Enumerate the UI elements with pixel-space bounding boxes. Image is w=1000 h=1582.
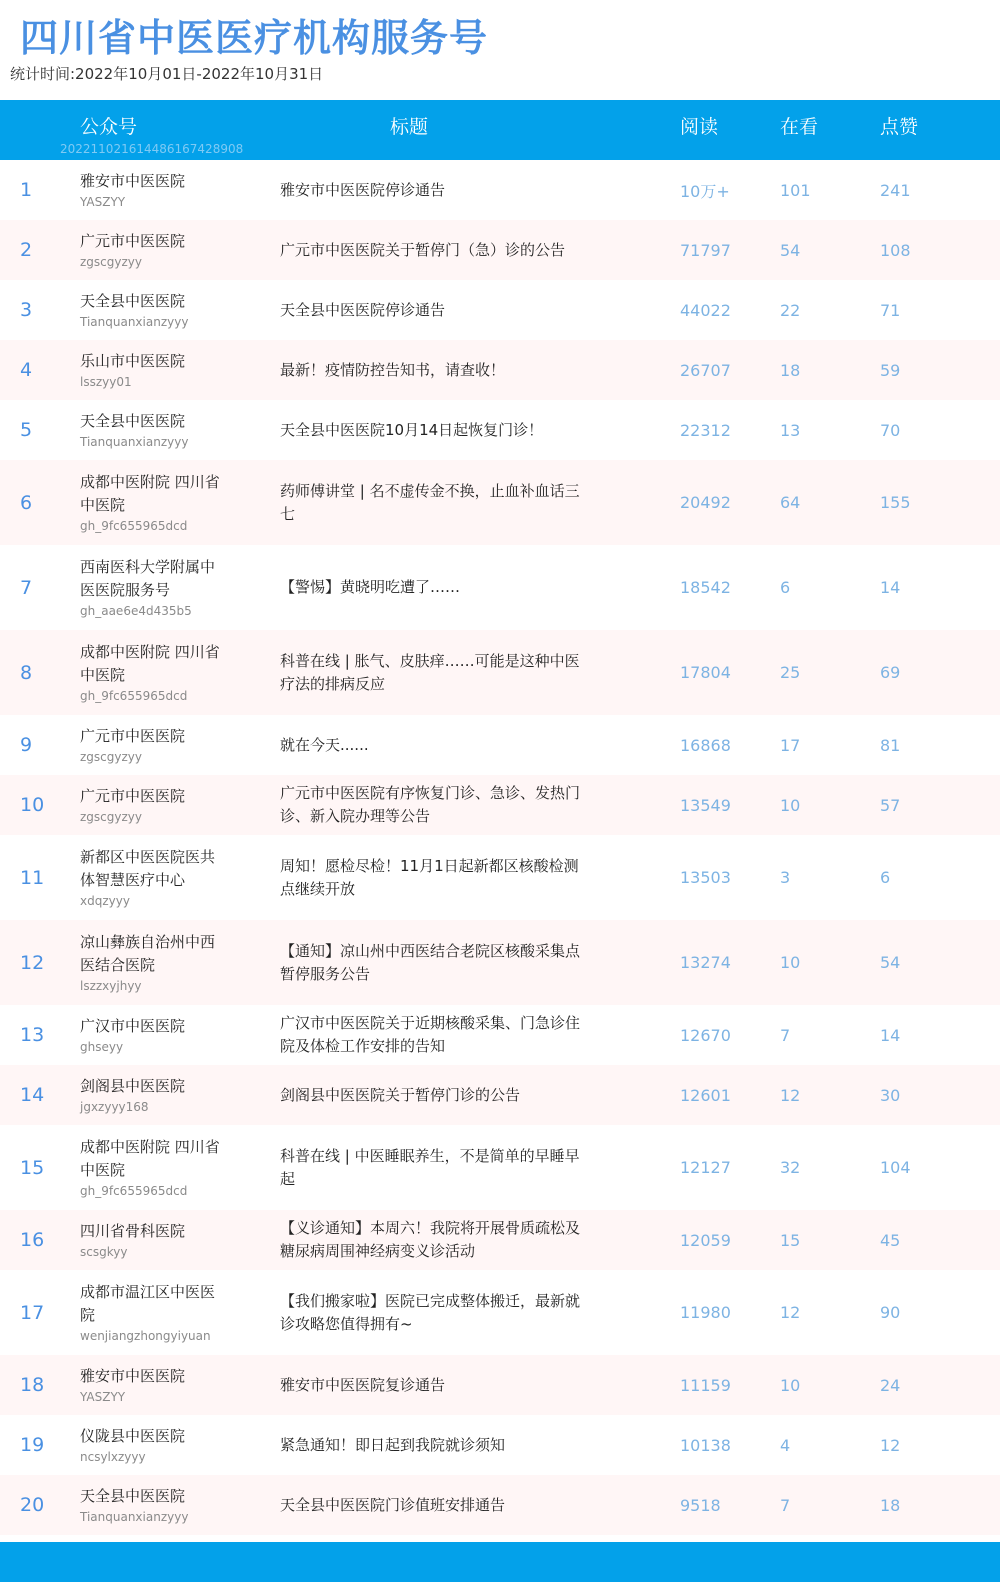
article-title[interactable]: 广元市中医医院关于暂停门（急）诊的公告 — [280, 240, 566, 259]
account-name[interactable]: 成都中医附院 四川省中医院 — [80, 472, 220, 514]
table-row[interactable] — [0, 775, 1000, 835]
read-count: 22312 — [680, 420, 731, 440]
watch-count: 7 — [780, 1495, 791, 1515]
table-row[interactable] — [0, 1125, 1000, 1210]
table-row[interactable] — [0, 1270, 1000, 1355]
read-count: 12127 — [680, 1158, 731, 1177]
rank-number: 16 — [20, 1229, 45, 1251]
watch-count: 18 — [780, 360, 801, 380]
article-title[interactable]: 【我们搬家啦】医院已完成整体搬迁，最新就诊攻略您值得拥有~ — [280, 1291, 581, 1333]
account-cell — [80, 545, 225, 630]
table-row[interactable] — [0, 1415, 1000, 1475]
account-id: YASZYY — [80, 1389, 126, 1404]
watch-count: 10 — [780, 1375, 801, 1395]
table-row[interactable] — [0, 1355, 1000, 1415]
read-count: 12059 — [680, 1230, 731, 1250]
account-id: Tianquanxianzyyy — [80, 434, 189, 449]
account-cell — [80, 630, 225, 715]
read-count: 11980 — [680, 1303, 731, 1322]
read-count: 11159 — [680, 1375, 731, 1395]
page-title: 四川省中医医疗机构服务号 — [20, 16, 489, 60]
rank-number: 1 — [20, 179, 33, 201]
account-id: gh_9fc655965dcd — [80, 1183, 188, 1198]
table-row[interactable] — [0, 220, 1000, 280]
table-row[interactable] — [0, 1475, 1000, 1535]
read-count: 20492 — [680, 493, 731, 512]
article-title[interactable]: 最新！疫情防控告知书，请查收！ — [280, 360, 506, 379]
like-count: 70 — [880, 420, 901, 440]
rank-number: 14 — [20, 1084, 45, 1106]
table-row[interactable] — [0, 715, 1000, 775]
watch-count: 13 — [780, 420, 801, 440]
watch-count: 22 — [780, 300, 801, 320]
rank-number: 8 — [20, 661, 33, 684]
rank-number: 9 — [20, 734, 33, 756]
read-count: 16868 — [680, 735, 731, 755]
account-id: lszzxyjhyy — [80, 978, 142, 993]
account-name[interactable]: 广汉市中医医院 — [80, 1016, 186, 1035]
rank-number: 15 — [20, 1156, 45, 1179]
watch-count: 25 — [780, 663, 801, 682]
article-title[interactable]: 科普在线 | 胀气、皮肤痒……可能是这种中医疗法的排病反应 — [280, 651, 580, 693]
account-name[interactable]: 雅安市中医医院 — [80, 171, 186, 190]
like-count: 57 — [880, 795, 901, 815]
watch-count: 54 — [780, 240, 801, 260]
account-name[interactable]: 仪陇县中医医院 — [80, 1426, 186, 1445]
like-count: 81 — [880, 735, 901, 755]
account-id: gh_9fc655965dcd — [80, 518, 188, 533]
rank-number: 5 — [20, 419, 33, 441]
article-title[interactable]: 天全县中医医院停诊通告 — [280, 300, 446, 319]
watch-count: 12 — [780, 1085, 801, 1105]
account-cell — [80, 920, 225, 1005]
watch-count: 6 — [780, 578, 791, 597]
article-title[interactable]: 雅安市中医医院停诊通告 — [280, 180, 446, 199]
account-name[interactable]: 成都中医附院 四川省中医院 — [80, 1137, 220, 1179]
account-cell — [80, 835, 225, 920]
account-name[interactable]: 天全县中医医院 — [80, 411, 186, 430]
read-count: 12670 — [680, 1025, 731, 1045]
like-count: 18 — [880, 1495, 901, 1515]
like-count: 90 — [880, 1303, 901, 1322]
account-name[interactable]: 新都区中医医院医共体智慧医疗中心 — [80, 847, 216, 889]
rank-number: 7 — [20, 576, 33, 599]
article-title[interactable]: 剑阁县中医医院关于暂停门诊的公告 — [280, 1085, 521, 1104]
table-row[interactable] — [0, 1065, 1000, 1125]
read-count: 26707 — [680, 360, 731, 380]
account-id: scsgkyy — [80, 1244, 128, 1259]
account-name[interactable]: 天全县中医医院 — [80, 291, 186, 310]
table-row[interactable] — [0, 280, 1000, 340]
like-count: 45 — [880, 1230, 901, 1250]
like-count: 54 — [880, 953, 901, 972]
table-row[interactable] — [0, 630, 1000, 715]
account-cell — [80, 775, 225, 835]
watch-count: 3 — [780, 868, 791, 887]
rank-number: 11 — [20, 866, 45, 889]
account-cell — [80, 1065, 225, 1125]
like-count: 104 — [880, 1158, 911, 1177]
account-id: ghseyy — [80, 1039, 124, 1054]
read-count: 17804 — [680, 663, 731, 682]
watch-count: 12 — [780, 1303, 801, 1322]
read-count: 10138 — [680, 1435, 731, 1455]
account-name[interactable]: 剑阁县中医医院 — [80, 1076, 186, 1095]
account-id: wenjiangzhongyiyuan — [80, 1328, 211, 1343]
table-row[interactable] — [0, 340, 1000, 400]
account-name[interactable]: 凉山彝族自治州中西医结合医院 — [80, 932, 216, 974]
like-count: 14 — [880, 1025, 901, 1045]
rank-number: 17 — [20, 1301, 45, 1324]
account-cell — [80, 400, 225, 460]
article-title[interactable]: 【义诊通知】本周六！我院将开展骨质疏松及糖尿病周围神经病变义诊活动 — [280, 1219, 581, 1260]
rank-number: 13 — [20, 1024, 45, 1046]
account-name[interactable]: 四川省骨科医院 — [80, 1221, 186, 1240]
account-id: zgscgyzyy — [80, 749, 142, 764]
account-cell — [80, 160, 225, 220]
header-title: 标题 — [390, 116, 429, 138]
account-id: lsszyy01 — [80, 374, 132, 389]
account-id: xdqzyyy — [80, 893, 130, 908]
like-count: 12 — [880, 1435, 901, 1455]
like-count: 24 — [880, 1375, 901, 1395]
header-account: 公众号 — [80, 116, 138, 138]
like-count: 59 — [880, 360, 901, 380]
article-title[interactable]: 【通知】凉山州中西医结合老院区核酸采集点暂停服务公告 — [280, 941, 581, 983]
account-cell — [80, 1415, 225, 1475]
rank-number: 6 — [20, 491, 33, 514]
account-name[interactable]: 成都市温江区中医医院 — [80, 1282, 216, 1324]
watch-count: 10 — [780, 953, 801, 972]
account-id: gh_9fc655965dcd — [80, 688, 188, 703]
read-count: 12601 — [680, 1085, 731, 1105]
account-cell — [80, 1210, 225, 1270]
account-name[interactable]: 广元市中医医院 — [80, 231, 186, 250]
article-title[interactable]: 【警惕】黄晓明吃遭了…… — [280, 578, 461, 596]
watch-count: 32 — [780, 1158, 801, 1177]
article-title[interactable]: 天全县中医医院10月14日起恢复门诊！ — [280, 420, 544, 439]
account-name[interactable]: 西南医科大学附属中医医院服务号 — [80, 557, 216, 599]
read-count: 13274 — [680, 953, 731, 972]
watch-count: 64 — [780, 493, 801, 512]
footer-bar — [0, 1542, 1000, 1582]
article-title[interactable]: 就在今天...... — [280, 735, 369, 754]
like-count: 71 — [880, 300, 901, 320]
like-count: 69 — [880, 663, 901, 682]
account-id: Tianquanxianzyyy — [80, 1509, 189, 1524]
rank-number: 20 — [20, 1494, 45, 1516]
watch-count: 101 — [780, 180, 811, 200]
article-title[interactable]: 广汉市中医医院关于近期核酸采集、门急诊住院及体检工作安排的告知 — [280, 1014, 581, 1055]
account-name[interactable]: 广元市中医医院 — [80, 726, 186, 745]
watch-count: 4 — [780, 1435, 791, 1455]
read-count: 13503 — [680, 868, 731, 887]
like-count: 241 — [880, 180, 911, 200]
article-title[interactable]: 雅安市中医医院复诊通告 — [280, 1375, 446, 1394]
article-title[interactable]: 药师傅讲堂 | 名不虚传金不换，止血补血话三七 — [280, 481, 580, 523]
account-cell — [80, 280, 225, 340]
table-row[interactable] — [0, 460, 1000, 545]
watermark-id: 202211021614486167428908 — [60, 142, 244, 156]
article-title[interactable]: 紧急通知！即日起到我院就诊须知 — [280, 1435, 506, 1454]
table-row[interactable] — [0, 545, 1000, 630]
watch-count: 15 — [780, 1230, 801, 1250]
read-count: 10万+ — [680, 181, 730, 201]
table-row[interactable] — [0, 160, 1000, 220]
account-cell — [80, 715, 225, 775]
header-read: 阅读 — [680, 116, 719, 138]
read-count: 13549 — [680, 795, 731, 815]
read-count: 71797 — [680, 240, 731, 260]
account-id: gh_aae6e4d435b5 — [80, 603, 192, 618]
table-row[interactable] — [0, 400, 1000, 460]
header-like: 点赞 — [880, 116, 919, 138]
read-count: 18542 — [680, 578, 731, 597]
account-id: ncsylxzyyy — [80, 1449, 146, 1464]
watch-count: 17 — [780, 735, 801, 755]
read-count: 44022 — [680, 300, 731, 320]
rank-number: 19 — [20, 1434, 45, 1456]
article-title[interactable]: 天全县中医医院门诊值班安排通告 — [280, 1495, 506, 1514]
table-header — [0, 100, 1000, 160]
account-id: zgscgyzyy — [80, 254, 142, 269]
read-count: 9518 — [680, 1495, 721, 1515]
account-cell — [80, 1005, 225, 1065]
account-cell — [80, 340, 225, 400]
watch-count: 10 — [780, 795, 801, 815]
account-id: jgxzyyy168 — [80, 1099, 149, 1114]
account-name[interactable]: 广元市中医医院 — [80, 786, 186, 805]
account-id: zgscgyzyy — [80, 809, 142, 824]
account-cell — [80, 220, 225, 280]
rank-number: 12 — [20, 951, 45, 974]
account-cell — [80, 460, 225, 545]
account-id: YASZYY — [80, 194, 126, 209]
account-name[interactable]: 乐山市中医医院 — [80, 351, 186, 370]
rank-number: 3 — [20, 299, 33, 321]
like-count: 6 — [880, 868, 891, 887]
rank-number: 18 — [20, 1374, 45, 1396]
like-count: 30 — [880, 1085, 901, 1105]
header-watch: 在看 — [780, 116, 819, 138]
like-count: 155 — [880, 493, 911, 512]
article-title[interactable]: 周知！愿检尽检！11月1日起新都区核酸检测点继续开放 — [280, 856, 579, 898]
like-count: 14 — [880, 578, 901, 597]
account-cell — [80, 1355, 225, 1415]
account-cell — [80, 1475, 225, 1535]
account-cell — [80, 1270, 225, 1355]
like-count: 108 — [880, 240, 911, 260]
rank-number: 4 — [20, 359, 33, 381]
account-id: Tianquanxianzyyy — [80, 314, 189, 329]
watch-count: 7 — [780, 1025, 791, 1045]
account-cell — [80, 1125, 225, 1210]
rank-number: 10 — [20, 794, 45, 816]
article-title[interactable]: 科普在线 | 中医睡眠养生，不是简单的早睡早起 — [280, 1146, 580, 1188]
rank-number: 2 — [20, 239, 33, 261]
stat-period: 统计时间:2022年10月01日-2022年10月31日 — [10, 65, 324, 83]
table-row[interactable] — [0, 920, 1000, 1005]
table-row[interactable] — [0, 1210, 1000, 1270]
account-name[interactable]: 成都中医附院 四川省中医院 — [80, 642, 220, 684]
ranking-table — [0, 160, 1000, 1535]
table-row[interactable] — [0, 835, 1000, 920]
account-name[interactable]: 天全县中医医院 — [80, 1486, 186, 1505]
article-title[interactable]: 广元市中医医院有序恢复门诊、急诊、发热门诊、新入院办理等公告 — [280, 784, 581, 825]
table-row[interactable] — [0, 1005, 1000, 1065]
account-name[interactable]: 雅安市中医医院 — [80, 1366, 186, 1385]
